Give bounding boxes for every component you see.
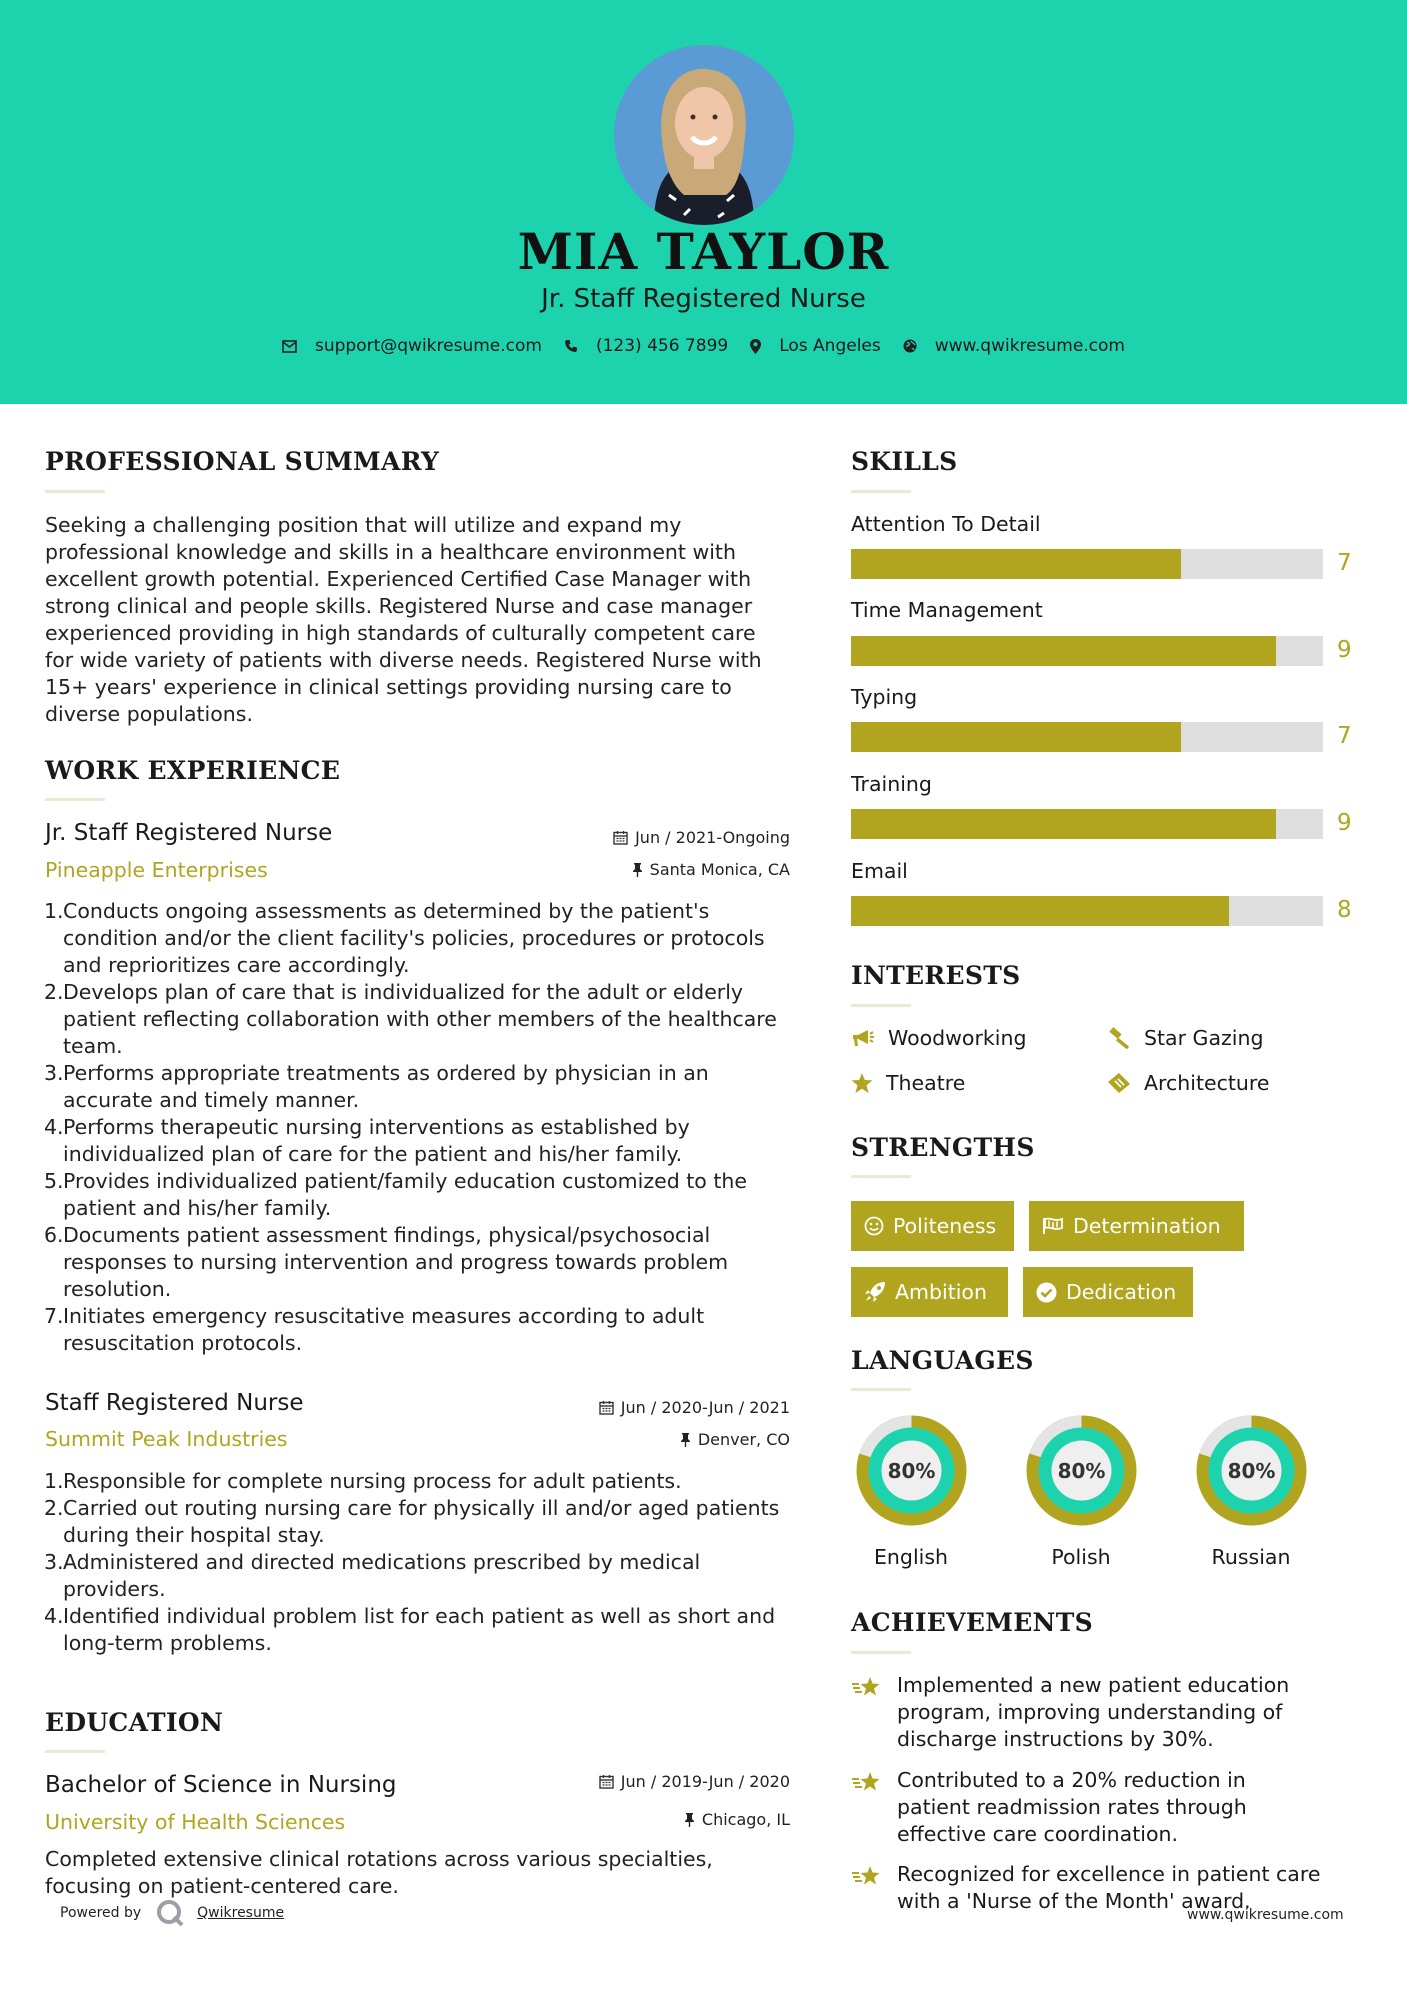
job-title: Jr. Staff Registered Nurse <box>45 820 333 846</box>
interest-item: Star Gazing <box>1107 1026 1263 1050</box>
language-label: English <box>873 1545 949 1569</box>
summary-text: Seeking a challenging position that will utilize and expand my professional knowledge and skills in a healthcare environment with excellent growth potential. Experienced Certified Case Manager with strong clinical and people skills. Registered Nurse and case manager experienced providing in high standards of culturally competent care for wide variety of patients with diverse needs. Registered Nurse with 15+ years' experience in clinical settings providing nursing care to diverse populations. <box>45 513 762 726</box>
achievement-item: Recognized for excellence in patient care with a 'Nurse of the Month' award. <box>851 1861 1321 1915</box>
calendar-icon <box>613 830 628 845</box>
interest-item: Woodworking <box>851 1026 1026 1050</box>
list-item: 1. Conducts ongoing assessments as determined by the patient's condition and/or the client facility's policies, procedures or protocols and reprioritizes care accordingly. <box>44 899 765 977</box>
interests-underline <box>851 1004 911 1007</box>
job-responsibilities <box>45 1468 790 1657</box>
powered-by <box>60 1898 284 1928</box>
list-item: 2. Carried out routing nursing care for physically ill and/or aged patients during their hospital stay. <box>44 1496 780 1547</box>
list-item: 4. Identified individual problem list for each patient as well as short and long-term problems. <box>44 1604 776 1655</box>
phone-icon <box>564 339 578 353</box>
job-dates <box>540 828 790 847</box>
skill-bar-fill <box>851 549 1181 579</box>
language-ring <box>851 1410 972 1531</box>
language-ring <box>1191 1410 1312 1531</box>
qwikresume-logo-icon <box>155 1898 185 1928</box>
strength-tag: Ambition <box>851 1267 1008 1317</box>
degree-title: Bachelor of Science in Nursing <box>45 1772 397 1798</box>
job-company: Summit Peak Industries <box>45 1427 288 1451</box>
map-pin-icon <box>750 339 761 354</box>
candidate-name: MIA TAYLOR <box>517 222 890 281</box>
language-label: Russian <box>1211 1545 1291 1569</box>
summary-underline <box>45 490 105 493</box>
list-item: 7. Initiates emergency resuscitative measures according to adult resuscitation protocols. <box>44 1304 705 1355</box>
location-text: Los Angeles <box>779 336 881 356</box>
powered-by-label: Powered by <box>60 1905 142 1921</box>
shooting-star-icon <box>851 1674 883 1700</box>
list-item: 1. Responsible for complete nursing process for adult patients. <box>44 1469 682 1493</box>
education-underline <box>45 1750 105 1753</box>
summary-heading: PROFESSIONAL SUMMARY <box>45 447 440 476</box>
skill-bar-fill <box>851 809 1276 839</box>
achievement-item: Contributed to a 20% reduction in patient readmission rates through effective care coordination. <box>851 1767 1321 1848</box>
strengths-underline <box>851 1175 911 1178</box>
languages-heading: LANGUAGES <box>851 1346 1034 1375</box>
pushpin-icon <box>632 862 643 877</box>
job-dates <box>540 1398 790 1417</box>
job-responsibilities <box>45 898 790 1357</box>
strength-tag: Determination <box>1029 1201 1244 1251</box>
brand-link[interactable]: Qwikresume <box>197 1905 285 1921</box>
list-item: 6. Documents patient assessment findings, physical/psychosocial responses to nursing intervention and progress towards problem resolution. <box>44 1223 729 1301</box>
achievement-item: Implemented a new patient education program, improving understanding of discharge instructions by 30%. <box>851 1672 1321 1753</box>
envelope-icon <box>282 340 297 353</box>
skill-label: Training <box>851 772 932 796</box>
skill-label: Typing <box>851 685 918 709</box>
interest-item: Architecture <box>1107 1071 1270 1095</box>
gavel-icon <box>1107 1027 1131 1049</box>
languages-underline <box>851 1388 911 1391</box>
star-icon <box>851 1073 873 1094</box>
shooting-star-icon <box>851 1863 883 1889</box>
job-location <box>540 860 790 879</box>
megaphone-icon <box>851 1028 875 1048</box>
skills-underline <box>851 490 911 493</box>
rocket-icon <box>864 1281 886 1303</box>
skill-label: Attention To Detail <box>851 512 1041 536</box>
achievements-underline <box>851 1651 911 1654</box>
footer-site[interactable]: www.qwikresume.com <box>1187 1907 1344 1923</box>
contact-email[interactable] <box>282 336 542 356</box>
education-dates <box>540 1772 790 1791</box>
language-percent: 80% <box>887 1459 936 1483</box>
list-item: 3. Performs appropriate treatments as ordered by physician in an accurate and timely manner. <box>44 1061 709 1112</box>
education-heading: EDUCATION <box>45 1708 224 1737</box>
skill-bar <box>851 549 1323 579</box>
job-dates-text: Jun / 2020-Jun / 2021 <box>620 1398 790 1417</box>
skill-bar-fill <box>851 722 1181 752</box>
list-item: 5. Provides individualized patient/family education customized to the patient and his/her family. <box>44 1169 747 1220</box>
skill-label: Time Management <box>851 598 1043 622</box>
pushpin-icon <box>684 1812 695 1827</box>
flag-icon <box>1042 1217 1064 1235</box>
website-text: www.qwikresume.com <box>934 336 1125 356</box>
job-title: Staff Registered Nurse <box>45 1390 304 1416</box>
skill-bar <box>851 636 1323 666</box>
language-ring <box>1021 1410 1142 1531</box>
pushpin-icon <box>680 1432 691 1447</box>
strengths-heading: STRENGTHS <box>851 1133 1035 1162</box>
ticket-icon <box>1107 1072 1131 1094</box>
skill-bar-fill <box>851 896 1229 926</box>
interest-item: Theatre <box>851 1071 965 1095</box>
contact-website[interactable] <box>903 336 1125 356</box>
language-percent: 80% <box>1057 1459 1106 1483</box>
job-location-text: Denver, CO <box>697 1430 790 1449</box>
skills-heading: SKILLS <box>851 447 958 476</box>
skill-label: Email <box>851 859 908 883</box>
education-description: Completed extensive clinical rotations across various specialties, focusing on patient-centered care. <box>45 1847 713 1898</box>
shooting-star-icon <box>851 1769 883 1795</box>
calendar-icon <box>599 1774 614 1789</box>
interests-heading: INTERESTS <box>851 961 1021 990</box>
email-text: support@qwikresume.com <box>315 336 542 356</box>
contact-bar <box>0 336 1407 356</box>
education-location <box>540 1810 790 1829</box>
achievements-heading: ACHIEVEMENTS <box>851 1608 1093 1637</box>
list-item: 3. Administered and directed medications prescribed by medical providers. <box>44 1550 701 1601</box>
skill-value: 7 <box>1337 723 1352 749</box>
experience-underline <box>45 798 105 801</box>
skill-value: 9 <box>1337 810 1352 836</box>
language-percent: 80% <box>1227 1459 1276 1483</box>
smile-icon <box>864 1216 884 1236</box>
education-location-text: Chicago, IL <box>701 1810 790 1829</box>
phone-text: (123) 456 7899 <box>595 336 729 356</box>
contact-phone[interactable] <box>564 336 728 356</box>
school-name: University of Health Sciences <box>45 1810 346 1834</box>
skill-value: 7 <box>1337 550 1352 576</box>
job-location-text: Santa Monica, CA <box>649 860 790 879</box>
globe-icon <box>903 339 917 353</box>
skill-bar <box>851 809 1323 839</box>
contact-location <box>750 336 881 356</box>
list-item: 2. Develops plan of care that is individualized for the adult or elderly patient reflecting collaboration with other members of the healthcare team. <box>44 980 777 1058</box>
strength-tag: Dedication <box>1023 1267 1193 1317</box>
skill-bar-fill <box>851 636 1276 666</box>
check-circle-icon <box>1036 1282 1057 1303</box>
candidate-title: Jr. Staff Registered Nurse <box>541 284 866 314</box>
profile-photo <box>614 45 794 225</box>
language-label: Polish <box>1051 1545 1111 1569</box>
education-dates-text: Jun / 2019-Jun / 2020 <box>620 1772 790 1791</box>
job-dates-text: Jun / 2021-Ongoing <box>635 828 790 847</box>
job-company: Pineapple Enterprises <box>45 858 268 882</box>
header-banner <box>0 0 1407 404</box>
strength-tag: Politeness <box>851 1201 1014 1251</box>
skill-bar <box>851 896 1323 926</box>
calendar-icon <box>599 1400 614 1415</box>
skill-value: 8 <box>1337 897 1352 923</box>
skill-value: 9 <box>1337 637 1352 663</box>
list-item: 4. Performs therapeutic nursing interventions as established by individualized plan of care for the patient and his/her family. <box>44 1115 690 1166</box>
job-location <box>540 1430 790 1449</box>
experience-heading: WORK EXPERIENCE <box>45 756 341 785</box>
skill-bar <box>851 722 1323 752</box>
